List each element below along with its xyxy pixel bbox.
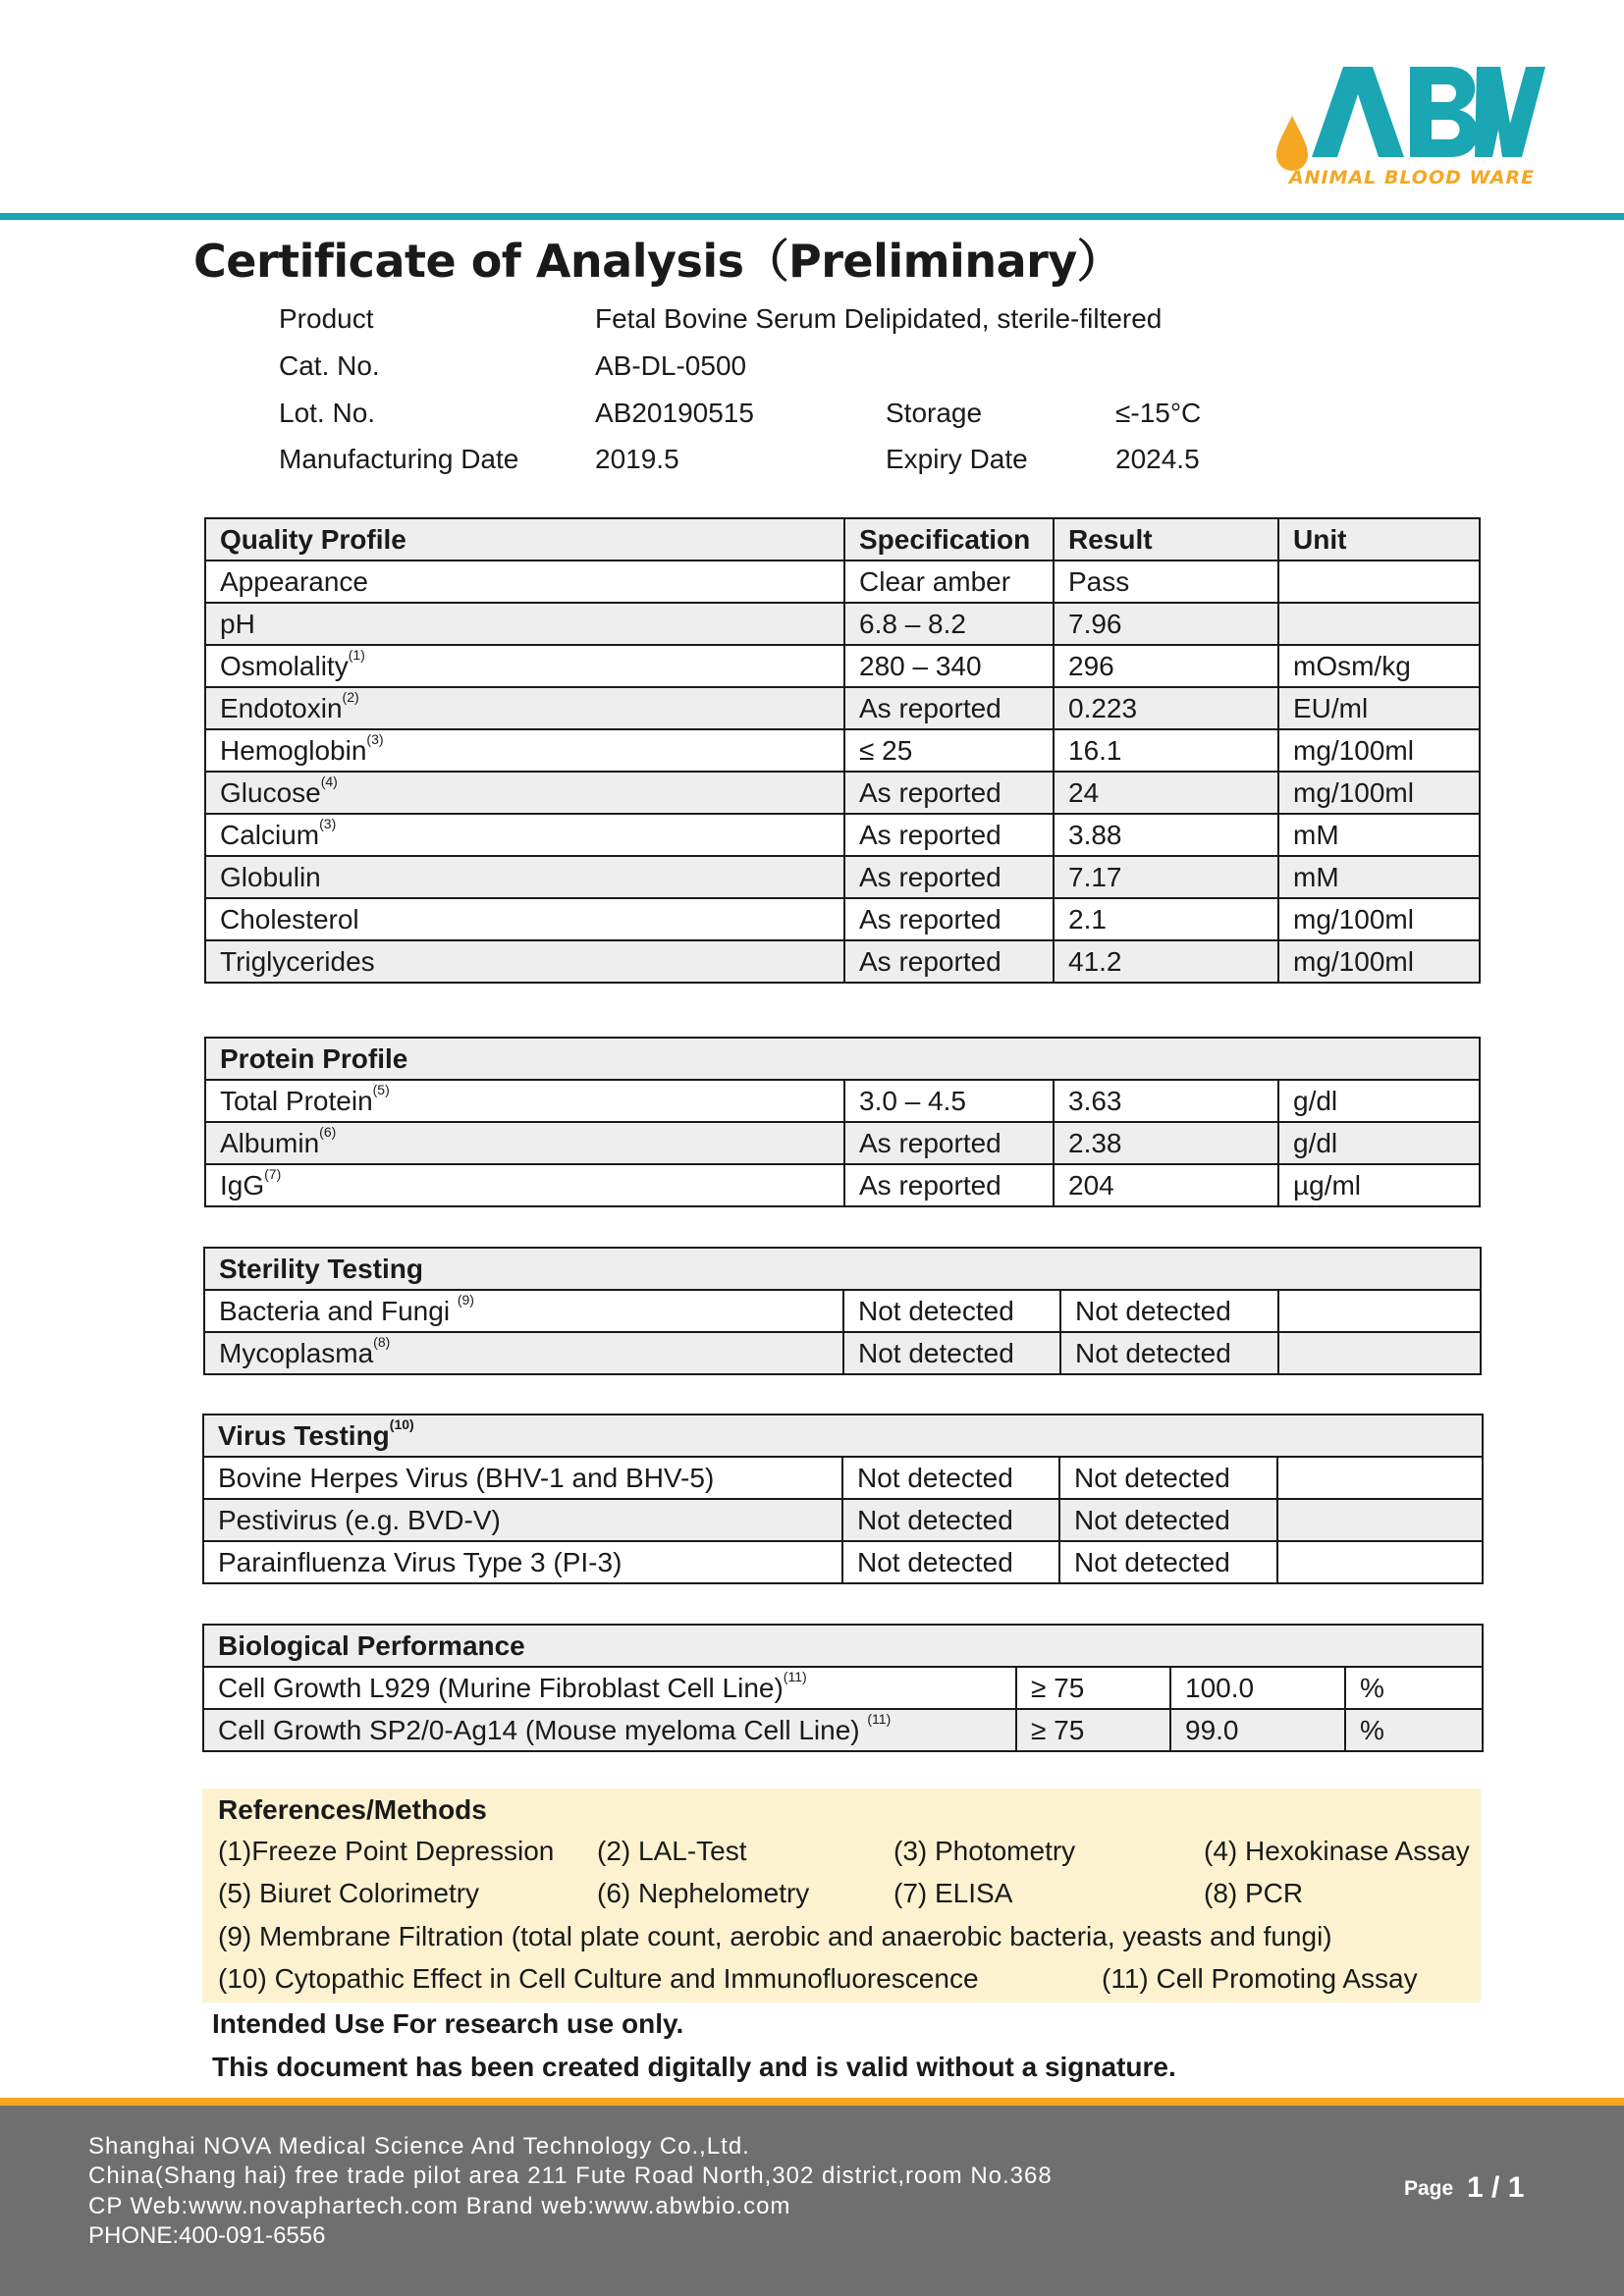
expiry-date-label: Expiry Date	[886, 444, 1028, 474]
row-spec: As reported	[844, 772, 1054, 814]
row-unit	[1277, 1457, 1483, 1499]
table-row	[205, 940, 1480, 983]
row-name: Triglycerides	[205, 940, 844, 983]
row-name: Osmolality$^{(1)}$	[205, 645, 844, 687]
row-spec: 6.8 – 8.2	[844, 603, 1054, 645]
row-result: Not detected	[1060, 1290, 1278, 1332]
section-header: Sterility Testing	[204, 1248, 1481, 1290]
table-header-row	[203, 1625, 1483, 1667]
table-row	[205, 645, 1480, 687]
footer-stripe	[0, 2098, 1624, 2106]
manufacturing-date-label: Manufacturing Date	[279, 444, 519, 474]
row-unit: g/dl	[1278, 1080, 1480, 1122]
row-result: Pass	[1054, 561, 1278, 603]
row-result: 3.88	[1054, 814, 1278, 856]
row-result: Not detected	[1059, 1457, 1277, 1499]
row-result: Not detected	[1059, 1541, 1277, 1583]
section-header: Protein Profile	[205, 1038, 1480, 1080]
table-row	[205, 814, 1480, 856]
row-result: 24	[1054, 772, 1278, 814]
row-unit: mg/100ml	[1278, 729, 1480, 772]
table-row	[205, 898, 1480, 940]
references-panel	[202, 1789, 1481, 2002]
row-name: Pestivirus (e.g. BVD-V)	[203, 1499, 842, 1541]
protein-profile-table	[204, 1037, 1481, 1207]
table-row	[205, 1080, 1480, 1122]
row-unit: mM	[1278, 814, 1480, 856]
row-name: Mycoplasma$^{(8)}$	[204, 1332, 843, 1374]
row-name: Albumin$^{(6)}$	[205, 1122, 844, 1164]
row-name: Total Protein$^{(5)}$	[205, 1080, 844, 1122]
expiry-date-value: 2024.5	[1115, 444, 1200, 474]
intended-use: Intended Use For research use only.	[212, 2008, 684, 2039]
row-name: Bacteria and Fungi $^{(9)}$	[204, 1290, 843, 1332]
row-name: Cholesterol	[205, 898, 844, 940]
row-result: 296	[1054, 645, 1278, 687]
product-value: Fetal Bovine Serum Delipidated, sterile-filtered	[595, 303, 1163, 334]
row-spec: As reported	[844, 898, 1054, 940]
method-item: (5) Biuret Colorimetry	[218, 1878, 480, 1908]
quality-profile-table	[204, 517, 1481, 984]
method-item: (11) Cell Promoting Assay	[1102, 1963, 1418, 1994]
row-unit: mg/100ml	[1278, 940, 1480, 983]
method-item: (1)Freeze Point Depression	[218, 1836, 555, 1866]
row-spec: As reported	[844, 1164, 1054, 1206]
row-name: Cell Growth SP2/0-Ag14 (Mouse myeloma Cell Line) $^{(11)}$	[203, 1709, 1016, 1751]
page-title: Certificate of Analysis（Preliminary）	[193, 235, 1122, 288]
header-cell: Quality Profile	[205, 518, 844, 561]
table-row	[205, 772, 1480, 814]
header-cell: Result	[1054, 518, 1278, 561]
row-spec: Not detected	[842, 1457, 1059, 1499]
row-unit: g/dl	[1278, 1122, 1480, 1164]
row-result: 16.1	[1054, 729, 1278, 772]
table-row	[203, 1457, 1483, 1499]
table-row	[205, 856, 1480, 898]
digital-note: This document has been created digitally and is valid without a signature.	[212, 2052, 1176, 2082]
table-header-row	[205, 1038, 1480, 1080]
row-result: 99.0	[1170, 1709, 1345, 1751]
biological-performance-table	[202, 1624, 1484, 1752]
row-spec: As reported	[844, 687, 1054, 729]
row-spec: Not detected	[842, 1499, 1059, 1541]
product-label: Product	[279, 303, 374, 334]
row-unit	[1277, 1499, 1483, 1541]
row-unit: EU/ml	[1278, 687, 1480, 729]
row-result: 7.17	[1054, 856, 1278, 898]
row-result: 0.223	[1054, 687, 1278, 729]
table-header-row	[205, 518, 1480, 561]
header-cell: Unit	[1278, 518, 1480, 561]
cat-no-label: Cat. No.	[279, 350, 380, 381]
table-row	[205, 1122, 1480, 1164]
row-unit: %	[1345, 1667, 1483, 1709]
header-rule	[0, 213, 1624, 220]
footer-address: China(Shang hai) free trade pilot area 211 Fute Road North,302 district,room No.368	[88, 2163, 1053, 2189]
row-spec: As reported	[844, 856, 1054, 898]
header-cell: Specification	[844, 518, 1054, 561]
row-name: Glucose$^{(4)}$	[205, 772, 844, 814]
table-row	[204, 1290, 1481, 1332]
table-row	[203, 1499, 1483, 1541]
blood-drop-icon	[1276, 116, 1308, 171]
footer-phone: PHONE:400-091-6556	[88, 2222, 326, 2249]
table-row	[205, 1164, 1480, 1206]
method-item: (4) Hexokinase Assay	[1204, 1836, 1470, 1866]
row-spec: ≥ 75	[1016, 1667, 1170, 1709]
section-header: Virus Testing$^{(10)}$	[203, 1415, 1483, 1457]
footer-web: CP Web:www.novaphartech.com Brand web:www.abwbio.com	[88, 2193, 791, 2219]
row-name: pH	[205, 603, 844, 645]
row-spec: Clear amber	[844, 561, 1054, 603]
row-spec: 3.0 – 4.5	[844, 1080, 1054, 1122]
row-spec: ≤ 25	[844, 729, 1054, 772]
row-name: IgG$^{(7)}$	[205, 1164, 844, 1206]
row-unit: mOsm/kg	[1278, 645, 1480, 687]
row-spec: 280 – 340	[844, 645, 1054, 687]
table-row	[205, 687, 1480, 729]
row-unit: mM	[1278, 856, 1480, 898]
table-header-row	[204, 1248, 1481, 1290]
virus-testing-table	[202, 1414, 1484, 1584]
footer-company: Shanghai NOVA Medical Science And Technology Co.,Ltd.	[88, 2133, 750, 2160]
table-header-row	[203, 1415, 1483, 1457]
sterility-testing-table	[203, 1247, 1482, 1375]
row-result: 41.2	[1054, 940, 1278, 983]
storage-value: ≤-15°C	[1115, 398, 1202, 428]
method-item: (2) LAL-Test	[597, 1836, 747, 1866]
lot-no-label: Lot. No.	[279, 398, 376, 428]
row-spec: Not detected	[843, 1290, 1060, 1332]
row-name: Hemoglobin$^{(3)}$	[205, 729, 844, 772]
row-result: Not detected	[1059, 1499, 1277, 1541]
method-item: (10) Cytopathic Effect in Cell Culture and Immunofluorescence	[218, 1963, 979, 1994]
row-name: Cell Growth L929 (Murine Fibroblast Cell Line)$^{(11)}$	[203, 1667, 1016, 1709]
row-result: 3.63	[1054, 1080, 1278, 1122]
row-name: Globulin	[205, 856, 844, 898]
table-row	[204, 1332, 1481, 1374]
row-spec: ≥ 75	[1016, 1709, 1170, 1751]
row-unit: %	[1345, 1709, 1483, 1751]
method-item: (7) ELISA	[893, 1878, 1013, 1908]
row-unit	[1277, 1541, 1483, 1583]
method-item: (9) Membrane Filtration (total plate count, aerobic and anaerobic bacteria, yeasts and fungi)	[218, 1921, 1332, 1951]
row-result: 2.1	[1054, 898, 1278, 940]
row-name: Calcium$^{(3)}$	[205, 814, 844, 856]
row-unit	[1278, 1332, 1481, 1374]
row-unit: mg/100ml	[1278, 772, 1480, 814]
method-item: (3) Photometry	[893, 1836, 1076, 1866]
logo-tagline: ANIMAL BLOOD WARE	[1288, 167, 1536, 188]
row-spec: Not detected	[842, 1541, 1059, 1583]
row-spec: As reported	[844, 814, 1054, 856]
manufacturing-date-value: 2019.5	[595, 444, 679, 474]
section-header: Biological Performance	[203, 1625, 1483, 1667]
row-spec: As reported	[844, 940, 1054, 983]
row-name: Endotoxin$^{(2)}$	[205, 687, 844, 729]
row-unit: µg/ml	[1278, 1164, 1480, 1206]
row-name: Parainfluenza Virus Type 3 (PI-3)	[203, 1541, 842, 1583]
table-row	[205, 561, 1480, 603]
method-item: (8) PCR	[1204, 1878, 1304, 1908]
row-spec: As reported	[844, 1122, 1054, 1164]
table-row	[205, 603, 1480, 645]
page-number: 1 / 1	[1467, 2171, 1525, 2204]
row-name: Appearance	[205, 561, 844, 603]
references-title: References/Methods	[218, 1794, 487, 1825]
row-unit	[1278, 1290, 1481, 1332]
table-row	[203, 1541, 1483, 1583]
row-result: 204	[1054, 1164, 1278, 1206]
table-row	[203, 1667, 1483, 1709]
method-item: (6) Nephelometry	[597, 1878, 810, 1908]
row-name: Bovine Herpes Virus (BHV-1 and BHV-5)	[203, 1457, 842, 1499]
cat-no-value: AB-DL-0500	[595, 350, 747, 381]
row-result: 7.96	[1054, 603, 1278, 645]
page-label: Page	[1404, 2177, 1454, 2200]
row-spec: Not detected	[843, 1332, 1060, 1374]
table-row	[203, 1709, 1483, 1751]
row-unit: mg/100ml	[1278, 898, 1480, 940]
table-row	[205, 729, 1480, 772]
lot-no-value: AB20190515	[595, 398, 754, 428]
row-result: 100.0	[1170, 1667, 1345, 1709]
row-result: 2.38	[1054, 1122, 1278, 1164]
row-unit	[1278, 561, 1480, 603]
storage-label: Storage	[886, 398, 983, 428]
row-result: Not detected	[1060, 1332, 1278, 1374]
row-unit	[1278, 603, 1480, 645]
